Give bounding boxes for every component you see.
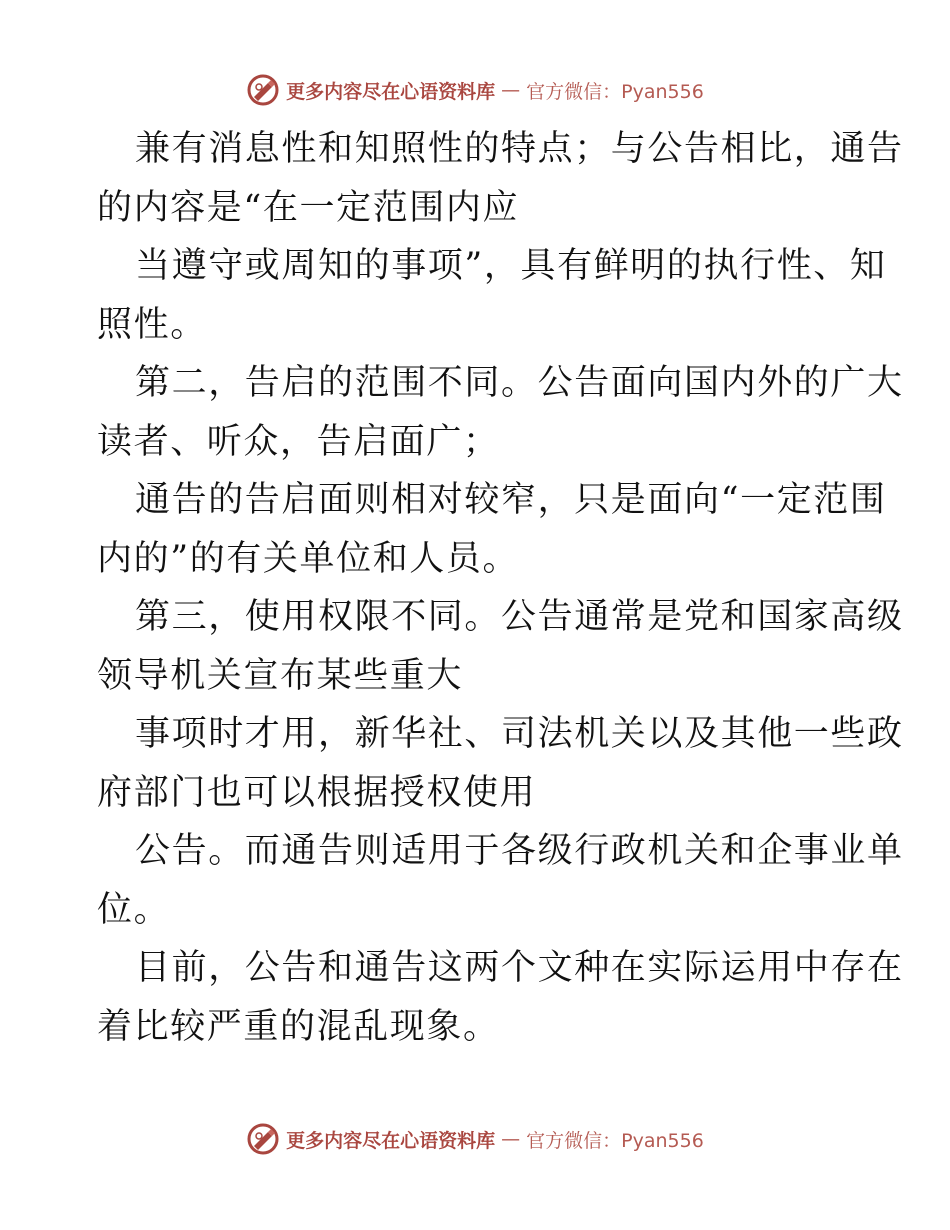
- watermark-dash: —: [501, 79, 521, 101]
- text-line: 目前，公告和通告这两个文种在实际运用中存在: [135, 948, 904, 988]
- text-line: 兼有消息性和知照性的特点；与公告相比，通告: [135, 129, 904, 169]
- text-line: 位。: [97, 889, 171, 930]
- text-line: 照性。: [97, 304, 207, 345]
- text-line: 读者、听众，告启面广；: [97, 421, 500, 462]
- logo-icon: [246, 1122, 280, 1156]
- watermark-dash: —: [501, 1128, 521, 1150]
- document-body: [97, 120, 904, 1056]
- text-line: 第三，使用权限不同。公告通常是党和国家高级: [135, 597, 904, 637]
- watermark-main-text: 更多内容尽在心语资料库: [286, 80, 496, 103]
- text-line: 的内容是“在一定范围内应: [97, 187, 520, 228]
- watermark-wechat-text: 官方微信：Pyan556: [526, 80, 704, 103]
- text-line: 公告。而通告则适用于各级行政机关和企事业单: [135, 831, 904, 871]
- text-line: 内的”的有关单位和人员。: [97, 538, 520, 579]
- watermark-main-text: 更多内容尽在心语资料库: [286, 1129, 496, 1152]
- text-line: 当遵守或周知的事项”，具有鲜明的执行性、知: [135, 246, 887, 286]
- text-line: 通告的告启面则相对较窄，只是面向“一定范围: [135, 480, 887, 520]
- text-line: 事项时才用，新华社、司法机关以及其他一些政: [135, 714, 904, 754]
- logo-icon: [246, 73, 280, 107]
- header-watermark: [0, 70, 950, 110]
- text-line: 府部门也可以根据授权使用: [97, 772, 537, 813]
- watermark-wechat-text: 官方微信：Pyan556: [526, 1129, 704, 1152]
- text-line: 领导机关宣布某些重大: [97, 655, 464, 696]
- text-line: 着比较严重的混乱现象。: [97, 1006, 500, 1047]
- text-line: 第二，告启的范围不同。公告面向国内外的广大: [135, 363, 904, 403]
- footer-watermark: [0, 1119, 950, 1159]
